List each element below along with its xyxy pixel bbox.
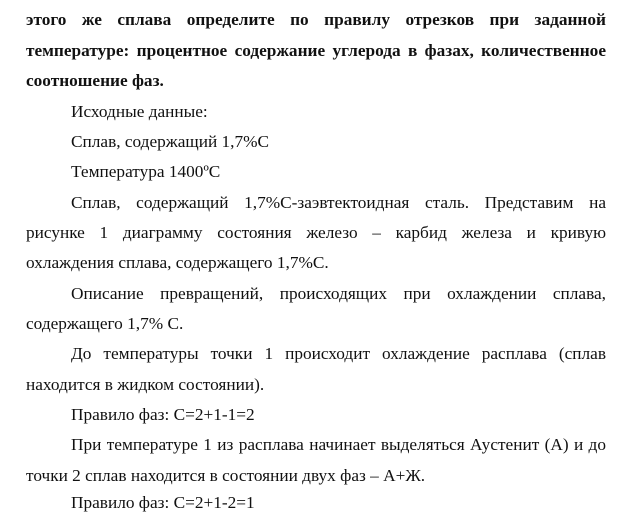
- point2-line-2: точки 2 сплав находится в состоянии двух фаз – А+Ж.: [26, 466, 426, 485]
- phase-rule-2: Правило фаз: С=2+1-2=1: [71, 493, 255, 512]
- description-line-3: охлаждения сплава, содержащего 1,7%С.: [26, 253, 329, 272]
- initial-data-heading: Исходные данные:: [71, 102, 208, 121]
- initial-data-alloy: Сплав, содержащий 1,7%С: [71, 132, 270, 151]
- phase-rule-1: Правило фаз: С=2+1-1=2: [71, 405, 255, 424]
- transformations-line-2: содержащего 1,7% С.: [26, 314, 184, 333]
- point1-line-2: находится в жидком состоянии).: [26, 375, 265, 394]
- description-line-1: Сплав, содержащий 1,7%С-заэвтектоидная сталь. Представим на: [71, 193, 606, 212]
- initial-data-temperature: Температура 1400ºС: [71, 162, 221, 181]
- description-line-2: рисунке 1 диаграмму состояния железо – карбид железа и кривую: [26, 223, 606, 242]
- transformations-line-1: Описание превращений, происходящих при охлаждении сплава,: [71, 284, 606, 303]
- task-text-line-3: соотношение фаз.: [26, 71, 164, 90]
- task-text-line-1: этого же сплава определите по правилу отрезков при заданной: [26, 10, 606, 29]
- task-text-line-2: температуре: процентное содержание углерода в фазах, количественное: [26, 41, 606, 60]
- point2-line-1: При температуре 1 из расплава начинает выделяться Аустенит (А) и до: [71, 435, 606, 454]
- point1-line-1: До температуры точки 1 происходит охлаждение расплава (сплав: [71, 344, 606, 363]
